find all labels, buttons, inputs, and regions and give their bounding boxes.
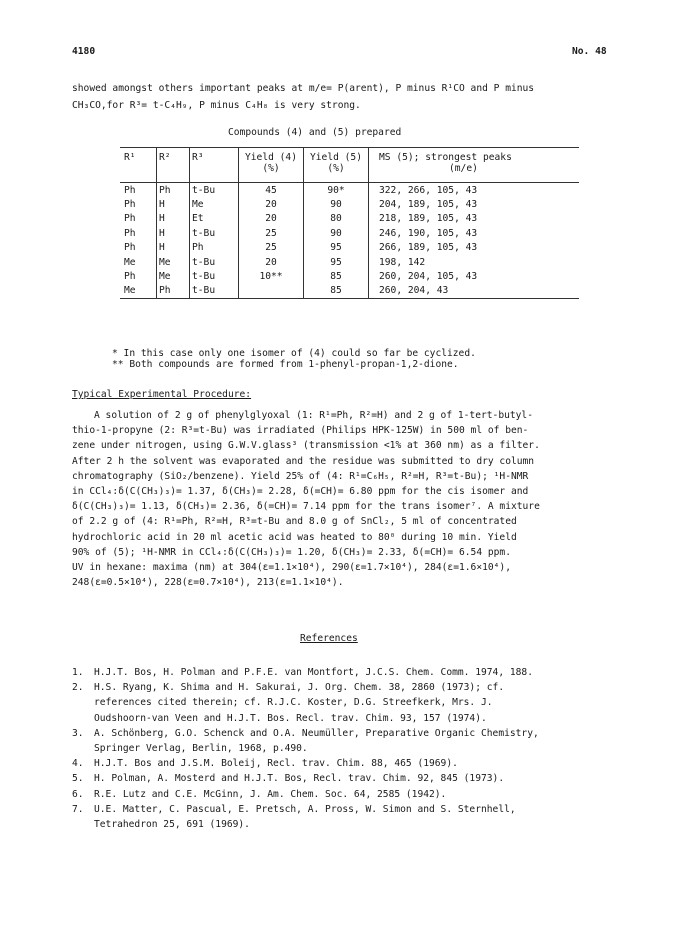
cell-r1: Ph bbox=[120, 197, 157, 211]
cell-y4: 20 bbox=[239, 212, 304, 226]
intro-line-1: showed amongst others important peaks at m/e= P(arent), P minus R¹CO and P minus bbox=[72, 83, 535, 94]
reference-text: R.E. Lutz and C.E. McGinn, J. Am. Chem. Soc. 64, 2585 (1942). bbox=[94, 788, 447, 800]
page-number: 4180 bbox=[72, 46, 96, 57]
cell-r3: Et bbox=[190, 212, 239, 226]
table-row bbox=[120, 269, 579, 283]
header-yield-4: Yield (4) (%) bbox=[239, 148, 304, 183]
cell-r1: Ph bbox=[120, 241, 157, 255]
cell-y4: 25 bbox=[239, 226, 304, 240]
cell-ms: 260, 204, 105, 43 bbox=[379, 271, 478, 283]
table-body bbox=[120, 183, 579, 299]
procedure-line: of 2.2 g of (4: R¹=Ph, R²=H, R³=t-Bu and 8.0 g of SnCl₂, 5 ml of concentrated bbox=[72, 516, 517, 528]
procedure-line: 248(ε=0.5×10⁴), 228(ε=0.7×10⁴), 213(ε=1.1×10⁴). bbox=[72, 577, 344, 589]
cell-ms: 246, 190, 105, 43 bbox=[379, 227, 478, 239]
cell-r2: Me bbox=[157, 255, 190, 269]
header-ms: MS (5); strongest peaks (m/e) bbox=[369, 148, 580, 183]
procedure-line: A solution of 2 g of phenylglyoxal (1: R¹=Ph, R²=H) and 2 g of 1-tert-butyl- bbox=[94, 410, 533, 421]
cell-r3: t-Bu bbox=[190, 255, 239, 269]
reference-number: 2. bbox=[72, 682, 84, 694]
table-caption: Compounds (4) and (5) prepared bbox=[228, 127, 402, 138]
reference-number: 6. bbox=[72, 788, 84, 800]
cell-r3: t-Bu bbox=[190, 284, 239, 299]
cell-r1: Me bbox=[120, 255, 157, 269]
header-yield-5: Yield (5) (%) bbox=[304, 148, 369, 183]
procedure-line: UV in hexane: maxima (nm) at 304(ε=1.1×10⁴), 290(ε=1.7×10⁴), 284(ε=1.6×10⁴), bbox=[72, 562, 511, 573]
table-row bbox=[120, 284, 579, 299]
cell-r1: Ph bbox=[120, 212, 157, 226]
cell-r2: H bbox=[157, 212, 190, 226]
reference-number: 4. bbox=[72, 758, 84, 770]
reference-text: Springer Verlag, Berlin, 1968, p.490. bbox=[94, 743, 308, 754]
procedure-line: 90% of (5); ¹H-NMR in CCl₄:δ(C(CH₃)₃)= 1.20, δ(CH₃)= 2.33, δ(=CH)= 6.54 ppm. bbox=[72, 546, 511, 558]
procedure-line: zene under nitrogen, using G.W.V.glass³ (transmission <1% at 360 nm) as a filter. bbox=[72, 440, 540, 452]
table-row bbox=[120, 212, 579, 226]
cell-r2: H bbox=[157, 241, 190, 255]
cell-y4: 45 bbox=[239, 183, 304, 198]
reference-text: U.E. Matter, C. Pascual, E. Pretsch, A. Pross, W. Simon and S. Sternhell, bbox=[94, 803, 516, 815]
cell-r3: t-Bu bbox=[190, 269, 239, 283]
reference-number: 3. bbox=[72, 727, 84, 739]
table-row bbox=[120, 255, 579, 269]
procedure-line: in CCl₄:δ(C(CH₃)₃)= 1.37, δ(CH₃)= 2.28, δ(=CH)= 6.80 ppm for the cis isomer and bbox=[72, 486, 529, 497]
reference-text: Oudshoorn-van Veen and H.J.T. Bos. Recl. trav. Chim. 93, 157 (1974). bbox=[94, 712, 487, 724]
table-row bbox=[120, 226, 579, 240]
cell-r2: Ph bbox=[157, 284, 190, 299]
cell-y5: 80 bbox=[304, 212, 369, 226]
reference-number: 7. bbox=[72, 803, 84, 815]
footnote-1: * In this case only one isomer of (4) could so far be cyclized. bbox=[112, 348, 476, 359]
issue-number: No. 48 bbox=[572, 46, 607, 57]
cell-r3: Me bbox=[190, 197, 239, 211]
cell-r2: H bbox=[157, 197, 190, 211]
cell-ms: 218, 189, 105, 43 bbox=[379, 213, 478, 225]
cell-y4: 20 bbox=[239, 197, 304, 211]
cell-r1: Ph bbox=[120, 226, 157, 240]
reference-text: H. Polman, A. Mosterd and H.J.T. Bos, Recl. trav. Chim. 92, 845 (1973). bbox=[94, 773, 505, 785]
procedure-line: After 2 h the solvent was evaporated and the residue was submitted to dry column bbox=[72, 455, 535, 467]
procedure-line: hydrochloric acid in 20 ml acetic acid was heated to 80⁰ during 10 min. Yield bbox=[72, 531, 517, 543]
cell-ms: 260, 204, 43 bbox=[369, 284, 580, 299]
cell-ms: 204, 189, 105, 43 bbox=[379, 199, 478, 211]
cell-r3: Ph bbox=[190, 241, 239, 255]
cell-r2: H bbox=[157, 226, 190, 240]
procedure-heading: Typical Experimental Procedure: bbox=[72, 389, 252, 400]
intro-line-2: CH₃CO,for R³= t-C₄H₉, P minus C₄H₈ is very strong. bbox=[72, 100, 361, 111]
cell-y4: 25 bbox=[239, 241, 304, 255]
table-row bbox=[120, 197, 579, 211]
cell-y4: 10** bbox=[239, 269, 304, 283]
procedure-line: thio-1-propyne (2: R³=t-Bu) was irradiated (Philips HPK-125W) in 500 ml of ben- bbox=[72, 425, 529, 437]
cell-y5: 90* bbox=[304, 183, 369, 198]
cell-y5: 85 bbox=[304, 269, 369, 283]
cell-ms: 266, 189, 105, 43 bbox=[379, 242, 478, 254]
cell-r2: Me bbox=[157, 269, 190, 283]
table-header-row bbox=[120, 148, 579, 183]
cell-r1: Ph bbox=[120, 269, 157, 283]
cell-y4: 20 bbox=[239, 255, 304, 269]
cell-y5: 95 bbox=[304, 255, 369, 269]
reference-text: H.J.T. Bos and J.S.M. Boleij, Recl. trav. Chim. 88, 465 (1969). bbox=[94, 758, 458, 770]
cell-y5: 90 bbox=[304, 197, 369, 211]
cell-y5: 95 bbox=[304, 241, 369, 255]
reference-number: 1. bbox=[72, 667, 84, 678]
procedure-line: chromatography (SiO₂/benzene). Yield 25% of (4: R¹=C₆H₅, R²=H, R³=t-Bu); ¹H-NMR bbox=[72, 470, 529, 482]
header-r2: R² bbox=[157, 148, 190, 183]
cell-y4 bbox=[239, 284, 304, 299]
reference-text: references cited therein; cf. R.J.C. Koster, D.G. Streefkerk, Mrs. J. bbox=[94, 697, 493, 709]
reference-text: Tetrahedron 25, 691 (1969). bbox=[94, 819, 250, 830]
reference-number: 5. bbox=[72, 773, 84, 785]
cell-ms: 322, 266, 105, 43 bbox=[379, 184, 478, 196]
cell-r3: t-Bu bbox=[190, 226, 239, 240]
cell-r1: Ph bbox=[120, 183, 157, 198]
procedure-line: δ(C(CH₃)₃)= 1.13, δ(CH₃)= 2.36, δ(=CH)= 7.14 ppm for the trans isomer⁷. A mixture bbox=[72, 501, 540, 513]
cell-y5: 85 bbox=[304, 284, 369, 299]
cell-r2: Ph bbox=[157, 183, 190, 198]
reference-text: H.S. Ryang, K. Shima and H. Sakurai, J. Org. Chem. 38, 2860 (1973); cf. bbox=[94, 682, 505, 694]
cell-r1: Me bbox=[120, 284, 157, 299]
reference-text: A. Schönberg, G.O. Schenck and O.A. Neumüller, Preparative Organic Chemistry, bbox=[94, 727, 539, 739]
header-r3: R³ bbox=[190, 148, 239, 183]
references-heading: References bbox=[300, 633, 358, 644]
cell-r3: t-Bu bbox=[190, 183, 239, 198]
cell-y5: 90 bbox=[304, 226, 369, 240]
cell-ms: 198, 142 bbox=[379, 256, 426, 268]
table-row bbox=[120, 183, 579, 198]
footnote-2: ** Both compounds are formed from 1-phenyl-propan-1,2-dione. bbox=[112, 359, 459, 370]
reference-text: H.J.T. Bos, H. Polman and P.F.E. van Montfort, J.C.S. Chem. Comm. 1974, 188. bbox=[94, 667, 533, 678]
table-row bbox=[120, 241, 579, 255]
compounds-table bbox=[120, 147, 579, 299]
header-r1: R¹ bbox=[120, 148, 157, 183]
